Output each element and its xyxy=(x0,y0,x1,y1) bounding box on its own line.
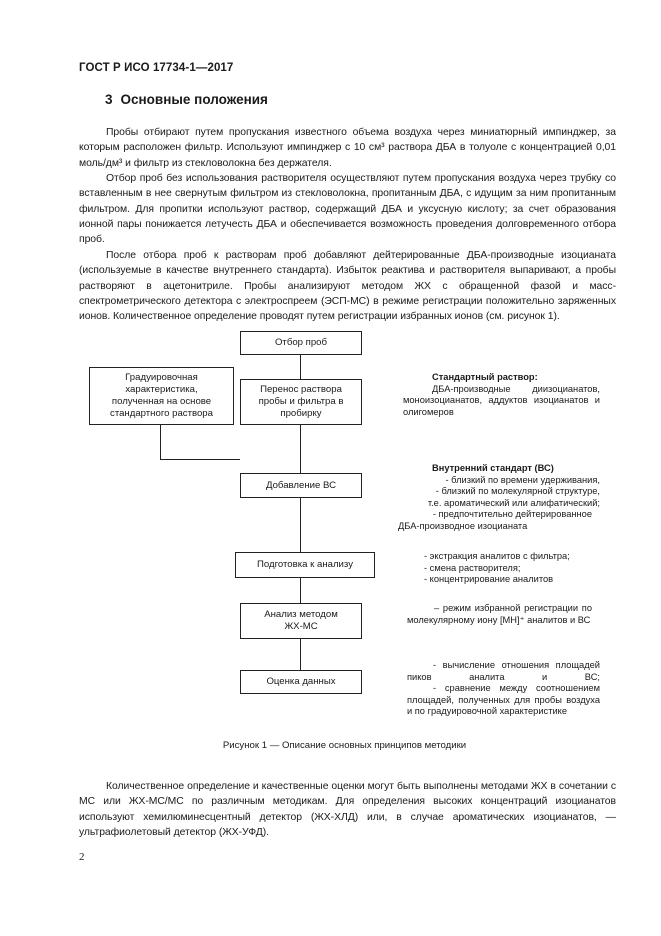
paragraph-3: После отбора проб к растворам проб добавляют дейтерированные ДБА-производные изоцианата (используемые в качестве внутреннего стандарта). Избыток реактива и растворителя выпаривают, а пробы растворяют в ацетонитриле. Пробы анализируют методом ЖХ с обращенной фазой и масс-спектрометрического детектора с электроспреем (ЭСП-МС) в режиме регистрации положительно заряженных ионов. Количественное определение проводят путем регистрации избранных ионов (см. рисунок 1). xyxy=(79,250,616,323)
note-is-item: - близкий по времени удерживания, xyxy=(445,474,600,485)
section-title: Основные положения xyxy=(120,92,268,107)
section-heading xyxy=(105,92,268,107)
note-analysis: – режим избранной регистрации по молекулярному иону [MH]⁺ аналитов и ВС xyxy=(407,603,592,625)
note-prep-item: - экстракция аналитов с фильтра; xyxy=(424,551,570,561)
note-is-item: - близкий по молекулярной структуре, xyxy=(435,486,600,497)
paragraph-2: Отбор проб без использования растворителя осуществляют путем пропускания воздуха через трубку со вставленным в нее свернутым фильтром из стекловолокна, пропитанным ДБА, с идущим за ним пропитанным фильтром. Для пропитки используют раствор, содержащий ДБА и уксусную кислоту; за счет образования ионной пары понижается летучесть ДБА и обеспечивается возможность проведения долговременного отбора проб. xyxy=(79,173,616,246)
note-is-item: т.е. ароматический или алифатический; xyxy=(427,497,600,508)
figure-caption: Рисунок 1 — Описание основных принципов методики xyxy=(222,740,467,751)
box-evaluation: Оценка данных xyxy=(240,670,362,694)
note-standard-solution xyxy=(403,372,600,418)
box-calibration: Градуировочная характеристика, полученная на основе стандартного раствора xyxy=(89,367,234,425)
box-preparation: Подготовка к анализу xyxy=(235,552,375,578)
section-number: 3 xyxy=(105,92,113,107)
note-internal-standard xyxy=(398,463,600,533)
paragraph-4: Количественное определение и качественные оценки могут быть выполнены методами ЖХ в сочетании с МС или ЖХ-МС/МС по различным методикам. Для определения высоких концентраций изоцианатов используют хемилюминесцентный детектор (ЖХ-ХЛД) или, в случае ароматических изоцианатов, — ультрафиолетовый детектор (ЖХ-УФД). xyxy=(79,781,616,838)
connector-calibration-across xyxy=(160,459,240,460)
note-preparation xyxy=(424,551,604,586)
box-analysis: Анализ методом ЖХ-МС xyxy=(240,603,362,639)
paragraph-1: Пробы отбирают путем пропускания известного объема воздуха через миниатюрный импинджер, за которым расположен фильтр. Используют импинджер с 10 см³ раствора ДБА в толуоле с концентрацией 0,01 моль/дм³ и фильтр из стекловолокна без держателя. xyxy=(79,127,616,169)
note-evaluation xyxy=(407,660,600,718)
note-standard-title: Стандартный раствор: xyxy=(432,372,538,382)
note-is-item: - предпочтительно дейтерированное xyxy=(432,509,592,520)
note-prep-item: - смена растворителя; xyxy=(424,562,521,573)
note-is-title: Внутренний стандарт (ВС) xyxy=(432,463,554,473)
note-standard-text: ДБА-производные диизоцианатов, моноизоцианатов, аддуктов изоцианатов и олигомеров xyxy=(403,383,600,417)
box-sampling: Отбор проб xyxy=(240,331,362,355)
document-header: ГОСТ Р ИСО 17734-1—2017 xyxy=(79,62,234,74)
page-number: 2 xyxy=(79,851,85,863)
note-prep-item: - концентрирование аналитов xyxy=(424,574,554,585)
connector-calibration-down xyxy=(160,425,161,459)
box-transfer: Перенос раствора пробы и фильтра в пробирку xyxy=(240,379,362,425)
note-evaluation-1: - вычисление отношения площадей пиков аналита и ВС; xyxy=(407,660,600,682)
note-evaluation-2: - сравнение между соотношением площадей, полученных для пробы воздуха и по градуировочной характеристике xyxy=(407,683,600,717)
box-add-internal-standard: Добавление ВС xyxy=(240,473,362,498)
note-is-item: ДБА-производное изоцианата xyxy=(398,520,528,531)
